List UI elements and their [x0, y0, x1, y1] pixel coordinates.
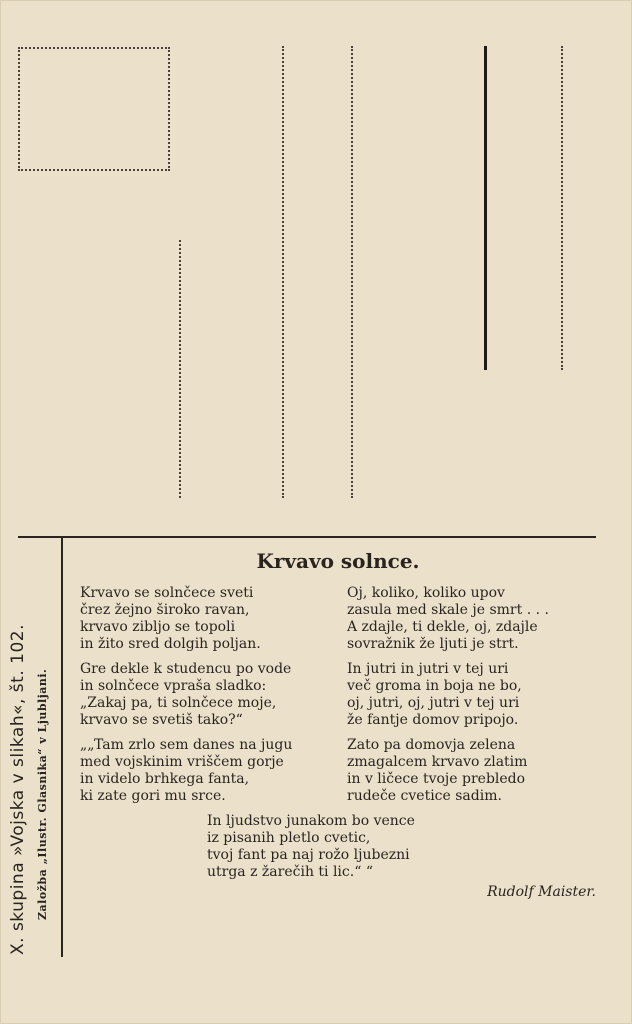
stanza-right-3: Zato pa domovja zelena zmagalcem krvavo zlatim in v ličece tvoje prebledo rudeče cvetice sadim.	[347, 737, 528, 804]
stanza-right-2: In jutri in jutri v tej uri več groma in boja ne bo, oj, jutri, oj, jutri v tej uri že fantje domov pripojo.	[347, 661, 522, 728]
poem-title: Krvavo solnce.	[256, 549, 420, 573]
publisher-label: Založba „Ilustr. Glasnika“ v Ljubljani.	[36, 668, 49, 920]
series-label: X. skupina »Vojska v slikah«, št. 102.	[8, 624, 28, 955]
side-rule	[61, 537, 63, 957]
divider-line	[484, 46, 487, 370]
stanza-left-3: „„Tam zrlo sem danes na jugu med vojskinim vriščem gorje in videlo brhkega fanta, ki zate gori mu srce.	[80, 737, 293, 804]
horizontal-rule	[18, 536, 596, 538]
address-line-2	[282, 46, 284, 498]
stanza-right-1: Oj, koliko, koliko upov zasula med skale je smrt . . . A zdajle, ti dekle, oj, zdajle sovražnik že ljuti je strt.	[347, 585, 549, 652]
author-signature: Rudolf Maister.	[487, 884, 596, 900]
stanza-left-1: Krvavo se solnčece sveti črez žejno široko ravan, krvavo zibljo se topoli in žito sred dolgih poljan.	[80, 585, 261, 652]
address-line-1	[179, 240, 181, 498]
stanza-left-2: Gre dekle k studencu po vode in solnčece vpraša sladko: „Zakaj pa, ti solnčece moje, krvavo se svetiš tako?“	[80, 661, 292, 728]
stamp-placeholder-box	[18, 47, 170, 171]
stanza-final: In ljudstvo junakom bo vence iz pisanih pletlo cvetic, tvoj fant pa naj rožo ljubezni utrga z žarečih ti lic.“ “	[207, 813, 415, 880]
address-line-4	[561, 46, 563, 370]
address-line-3	[351, 46, 353, 498]
